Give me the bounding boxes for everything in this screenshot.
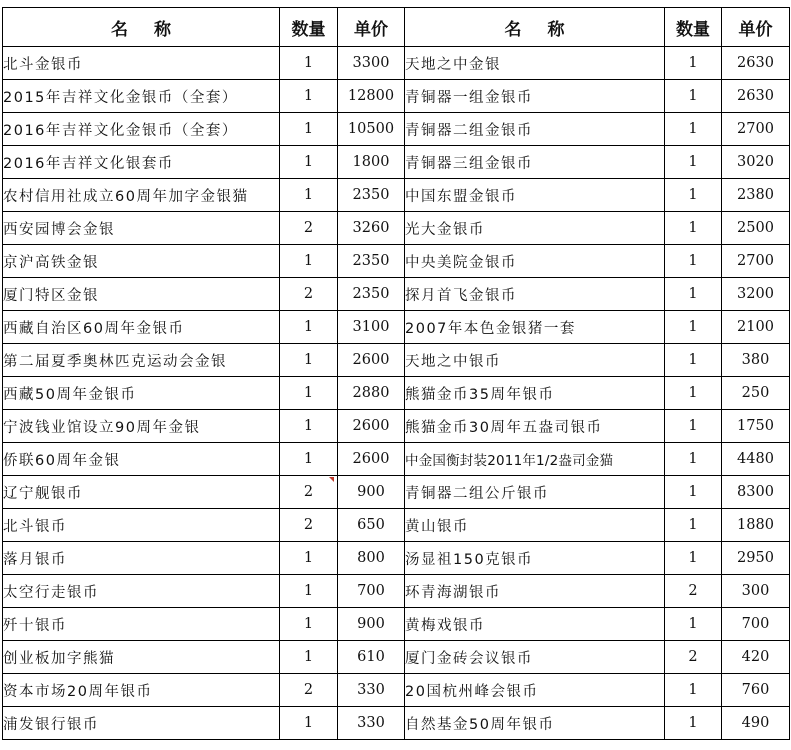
- left-qty-header: 数量: [280, 8, 338, 47]
- left-item-qty: 2: [280, 674, 338, 707]
- right-item-qty: 1: [665, 542, 722, 575]
- right-item-name: 厦门金砖会议银币: [405, 641, 665, 674]
- right-item-name: 中央美院金银币: [405, 245, 665, 278]
- right-item-qty: 1: [665, 443, 722, 476]
- left-item-price: 2600: [338, 443, 405, 476]
- right-item-qty: 1: [665, 80, 722, 113]
- right-item-name: 青铜器二组公斤银币: [405, 476, 665, 509]
- right-item-name: 黄梅戏银币: [405, 608, 665, 641]
- left-item-price: 2350: [338, 245, 405, 278]
- comment-marker: [329, 477, 334, 482]
- left-item-name: 2015年吉祥文化金银币（全套）: [3, 80, 280, 113]
- left-item-price: 2350: [338, 179, 405, 212]
- left-item-price: 900: [338, 608, 405, 641]
- right-item-qty: 1: [665, 674, 722, 707]
- right-item-name: 探月首飞金银币: [405, 278, 665, 311]
- table-row: [3, 146, 790, 179]
- header-row: [3, 8, 790, 47]
- right-item-price: 2950: [722, 542, 790, 575]
- right-item-qty: 1: [665, 179, 722, 212]
- left-item-name: 厦门特区金银: [3, 278, 280, 311]
- table-row: [3, 344, 790, 377]
- right-item-qty: 1: [665, 245, 722, 278]
- left-item-qty: 1: [280, 377, 338, 410]
- right-item-name: 熊猫金币35周年银币: [405, 377, 665, 410]
- right-item-name: 青铜器一组金银币: [405, 80, 665, 113]
- left-item-price: 700: [338, 575, 405, 608]
- right-item-name: 2007年本色金银猪一套: [405, 311, 665, 344]
- left-item-qty: 1: [280, 179, 338, 212]
- left-item-name: 第二届夏季奥林匹克运动会金银: [3, 344, 280, 377]
- table-row: [3, 542, 790, 575]
- right-item-qty: 1: [665, 608, 722, 641]
- right-item-name: 汤显祖150克银币: [405, 542, 665, 575]
- table-row: [3, 47, 790, 80]
- left-item-price: 1800: [338, 146, 405, 179]
- right-item-price: 3020: [722, 146, 790, 179]
- right-item-qty: 1: [665, 377, 722, 410]
- left-item-price: 610: [338, 641, 405, 674]
- right-item-price: 420: [722, 641, 790, 674]
- left-item-name: 浦发银行银币: [3, 707, 280, 740]
- table-row: [3, 575, 790, 608]
- left-item-qty: 1: [280, 344, 338, 377]
- left-item-price: 3100: [338, 311, 405, 344]
- left-item-qty: 2: [280, 509, 338, 542]
- left-item-name: 2016年吉祥文化银套币: [3, 146, 280, 179]
- left-item-price: 3260: [338, 212, 405, 245]
- table-row: [3, 410, 790, 443]
- right-item-price: 380: [722, 344, 790, 377]
- right-item-price: 2630: [722, 47, 790, 80]
- table-row: [3, 278, 790, 311]
- left-item-price: 2600: [338, 410, 405, 443]
- left-item-name: 歼十银币: [3, 608, 280, 641]
- left-item-qty: 1: [280, 245, 338, 278]
- right-item-name: 自然基金50周年银币: [405, 707, 665, 740]
- right-item-price: 760: [722, 674, 790, 707]
- right-item-name: 天地之中金银: [405, 47, 665, 80]
- left-item-name: 西安园博会金银: [3, 212, 280, 245]
- right-item-name: 中国东盟金银币: [405, 179, 665, 212]
- table-row: [3, 608, 790, 641]
- right-item-name: 青铜器三组金银币: [405, 146, 665, 179]
- right-item-price: 8300: [722, 476, 790, 509]
- left-name-header: 名 称: [3, 8, 280, 47]
- right-item-name: 黄山银币: [405, 509, 665, 542]
- right-item-price: 250: [722, 377, 790, 410]
- table-row: [3, 707, 790, 740]
- right-item-name: 青铜器二组金银币: [405, 113, 665, 146]
- right-item-name: 天地之中银币: [405, 344, 665, 377]
- left-item-qty: 1: [280, 608, 338, 641]
- right-item-price: 2630: [722, 80, 790, 113]
- right-item-price: 2700: [722, 245, 790, 278]
- left-item-qty: 1: [280, 47, 338, 80]
- left-item-price: 2350: [338, 278, 405, 311]
- right-price-header: 单价: [722, 8, 790, 47]
- right-item-name: 光大金银币: [405, 212, 665, 245]
- right-name-header: 名 称: [405, 8, 665, 47]
- table-row: [3, 245, 790, 278]
- right-item-name: 20国杭州峰会银币: [405, 674, 665, 707]
- right-item-name: 中金国衡封装2011年1/2盎司金猫: [405, 443, 665, 476]
- right-item-qty: 1: [665, 47, 722, 80]
- left-item-price: 10500: [338, 113, 405, 146]
- left-item-price: 330: [338, 707, 405, 740]
- left-item-qty: 1: [280, 707, 338, 740]
- left-item-name: 落月银币: [3, 542, 280, 575]
- left-item-qty: 1: [280, 146, 338, 179]
- table-row: [3, 311, 790, 344]
- left-item-name: 资本市场20周年银币: [3, 674, 280, 707]
- right-item-price: 300: [722, 575, 790, 608]
- left-item-name: 创业板加字熊猫: [3, 641, 280, 674]
- table-row: [3, 179, 790, 212]
- right-item-price: 1750: [722, 410, 790, 443]
- right-item-price: 2500: [722, 212, 790, 245]
- left-item-name: 北斗银币: [3, 509, 280, 542]
- right-item-qty: 1: [665, 311, 722, 344]
- table-row: [3, 641, 790, 674]
- right-item-name: 环青海湖银币: [405, 575, 665, 608]
- left-item-price: 330: [338, 674, 405, 707]
- left-item-name: 辽宁舰银币: [3, 476, 280, 509]
- left-item-qty: 2: [280, 212, 338, 245]
- right-item-qty: 1: [665, 509, 722, 542]
- table-row: [3, 674, 790, 707]
- right-qty-header: 数量: [665, 8, 722, 47]
- table-row: [3, 113, 790, 146]
- table-row: [3, 509, 790, 542]
- table-row: [3, 80, 790, 113]
- left-item-name: 宁波钱业馆设立90周年金银: [3, 410, 280, 443]
- left-item-qty: 2: [280, 278, 338, 311]
- left-item-qty: 1: [280, 113, 338, 146]
- right-item-qty: 1: [665, 212, 722, 245]
- left-price-header: 单价: [338, 8, 405, 47]
- right-item-price: 2100: [722, 311, 790, 344]
- table-row: [3, 212, 790, 245]
- right-item-qty: 1: [665, 113, 722, 146]
- right-item-qty: 1: [665, 344, 722, 377]
- left-item-qty: 1: [280, 311, 338, 344]
- left-item-name: 侨联60周年金银: [3, 443, 280, 476]
- left-item-qty: 1: [280, 641, 338, 674]
- table-row: [3, 443, 790, 476]
- right-item-price: 700: [722, 608, 790, 641]
- left-item-price: 900: [338, 476, 405, 509]
- right-item-qty: 1: [665, 410, 722, 443]
- left-item-qty: 1: [280, 575, 338, 608]
- left-item-name: 西藏50周年金银币: [3, 377, 280, 410]
- right-item-price: 2380: [722, 179, 790, 212]
- right-item-qty: 2: [665, 575, 722, 608]
- right-item-qty: 2: [665, 641, 722, 674]
- left-item-price: 12800: [338, 80, 405, 113]
- left-item-qty: 2: [280, 476, 338, 509]
- table-row: [3, 476, 790, 509]
- right-item-price: 2700: [722, 113, 790, 146]
- right-item-price: 3200: [722, 278, 790, 311]
- right-item-qty: 1: [665, 146, 722, 179]
- coin-price-table: [2, 7, 790, 740]
- left-item-price: 2600: [338, 344, 405, 377]
- left-item-name: 北斗金银币: [3, 47, 280, 80]
- right-item-name: 熊猫金币30周年五盎司银币: [405, 410, 665, 443]
- left-item-price: 2880: [338, 377, 405, 410]
- right-item-price: 490: [722, 707, 790, 740]
- right-item-price: 1880: [722, 509, 790, 542]
- left-item-qty: 1: [280, 443, 338, 476]
- right-item-qty: 1: [665, 707, 722, 740]
- left-item-qty: 1: [280, 542, 338, 575]
- left-item-price: 800: [338, 542, 405, 575]
- left-item-qty: 1: [280, 80, 338, 113]
- left-item-name: 农村信用社成立60周年加字金银猫: [3, 179, 280, 212]
- left-item-name: 太空行走银币: [3, 575, 280, 608]
- left-item-name: 京沪高铁金银: [3, 245, 280, 278]
- right-item-price: 4480: [722, 443, 790, 476]
- left-item-qty: 1: [280, 410, 338, 443]
- right-item-qty: 1: [665, 476, 722, 509]
- left-item-price: 3300: [338, 47, 405, 80]
- right-item-qty: 1: [665, 278, 722, 311]
- table-row: [3, 377, 790, 410]
- left-item-price: 650: [338, 509, 405, 542]
- left-item-name: 2016年吉祥文化金银币（全套）: [3, 113, 280, 146]
- left-item-name: 西藏自治区60周年金银币: [3, 311, 280, 344]
